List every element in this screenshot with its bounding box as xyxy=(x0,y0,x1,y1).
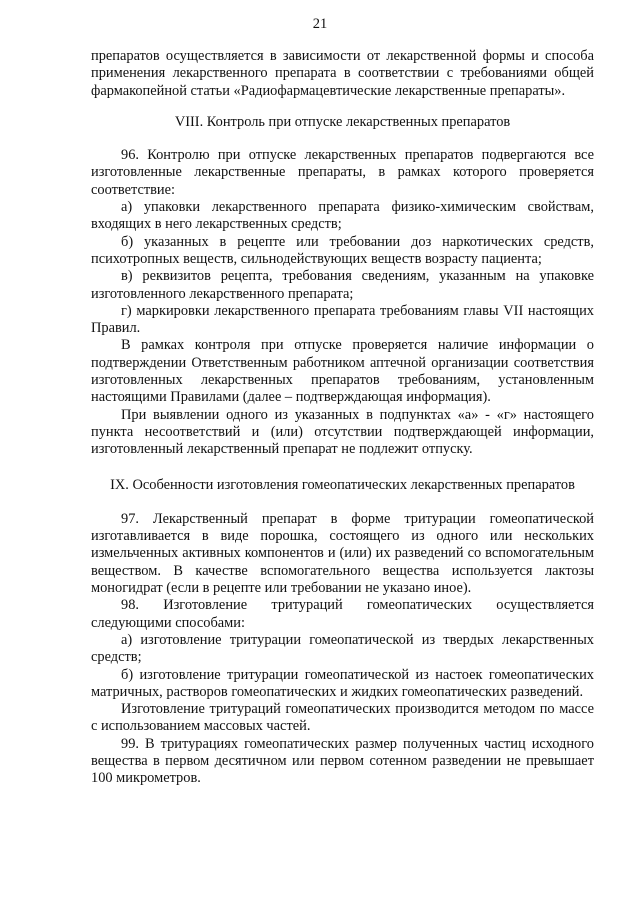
paragraph-96-a: а) упаковки лекарственного препарата физико-химическим свойствам, входящих в него лекарственных средств; xyxy=(91,199,594,233)
paragraph-99: 99. В тритурациях гомеопатических размер полученных частиц исходного вещества в первом десятичном или первом сотенном разведении не превышает 100 микрометров. xyxy=(91,735,594,787)
section-heading-ix: IX. Особенности изготовления гомеопатических лекарственных препаратов xyxy=(110,476,575,493)
paragraph-98-a: а) изготовление тритурации гомеопатической из твердых лекарственных средств; xyxy=(91,631,594,666)
paragraph-96-v: в) реквизитов рецепта, требования сведениям, указанным на упаковке изготовленного лекарственного препарата; xyxy=(91,268,594,302)
paragraph-98-mass: Изготовление тритураций гомеопатических производится методом по массе с использованием массовых частей. xyxy=(91,701,594,735)
section-heading-viii: VIII. Контроль при отпуске лекарственных препаратов xyxy=(174,113,511,130)
page-number: 21 xyxy=(312,16,328,32)
paragraph-98: 98. Изготовление тритураций гомеопатических осуществляется следующими способами: xyxy=(91,597,594,631)
paragraph-98-b: б) изготовление тритурации гомеопатической из настоек гомеопатических матричных, растворов гомеопатических и жидких гомеопатических разведений. xyxy=(91,666,594,700)
paragraph-96-b: б) указанных в рецепте или требовании доз наркотических средств, психотропных веществ, сильнодействующих веществ возрасту пациента; xyxy=(91,233,594,267)
paragraph-96-g: г) маркировки лекарственного препарата требованиям главы VII настоящих Правил. xyxy=(91,302,594,337)
paragraph-intro: препаратов осуществляется в зависимости от лекарственной формы и способа применения лекарственного препарата в соответствии с требованиями общей фармакопейной статьи «Радиофармацевтические лекарственные препараты». xyxy=(91,48,594,99)
paragraph-96-info: В рамках контроля при отпуске проверяется наличие информации о подтверждении Ответственным работником аптечной организации соответствия изготовленных лекарственных препаратов требованиям, установленным настоящими Правилами (далее – подтверждающая информация). xyxy=(91,337,594,406)
document-body xyxy=(91,48,594,788)
paragraph-96: 96. Контролю при отпуске лекарственных препаратов подвергаются все изготовленные лекарственные препараты, в рамках которого проверяется соответствие: xyxy=(91,147,594,198)
paragraph-96-reject: При выявлении одного из указанных в подпунктах «а» - «г» настоящего пункта несоответствий и (или) отсутствии подтверждающей информации, изготовленный лекарственный препарат не подлежит отпуску. xyxy=(91,406,594,458)
paragraph-97: 97. Лекарственный препарат в форме тритурации гомеопатической изготавливается в виде порошка, состоящего из одного или нескольких измельченных активных компонентов и (или) их разведений со вспомогательным веществом. В качестве вспомогательного вещества используется лактозы моногидрат (если в рецепте или требовании не указано иное). xyxy=(91,510,594,597)
